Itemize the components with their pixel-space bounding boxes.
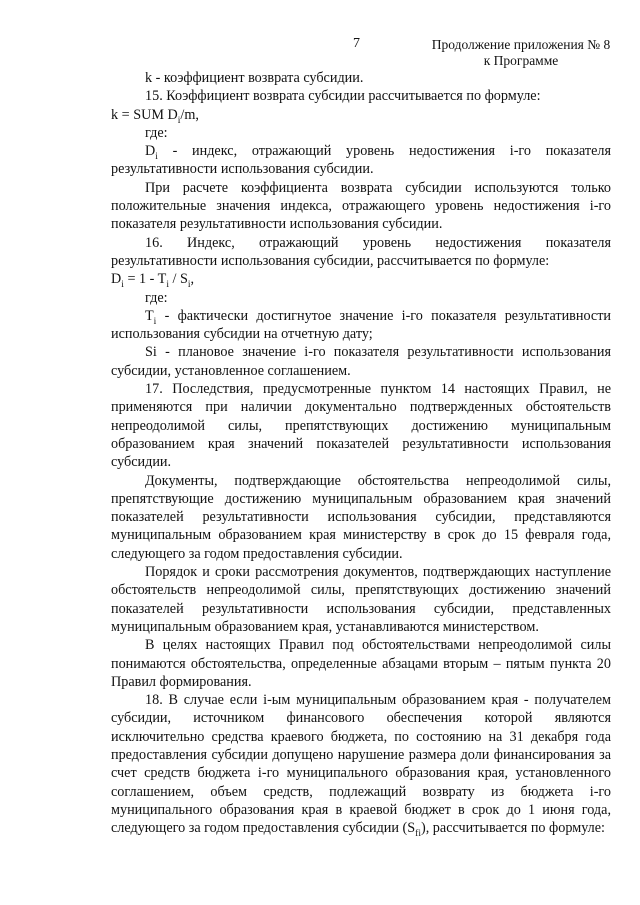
k-definition: k - коэффициент возврата субсидии. [145,70,364,86]
paragraph-order: Порядок и сроки рассмотрения документов, подтверждающих наступление обстоятельств непреодолимой силы, препятствующих достижению значений показателей результативности использования субсидии, представленных муниципальным образованием края, устанавливаются министерством. [111,564,611,635]
continuation-header [430,37,612,69]
formula-di-end: , [190,271,195,288]
ti-definition [111,307,611,344]
paragraph-documents: Документы, подтверждающие обстоятельства непреодолимой силы, препятствующие достижению муниципальным образованием края значений показателей результативности использования субсидии, представляются муниципальным образованием края министерству в срок до 15 февраля года, следующего за годом предоставления субсидии. [111,472,611,562]
formula-di-t-sub: i [166,280,169,291]
page-number: 7 [353,36,360,51]
paragraph-calc: При расчете коэффициента возврата субсидии используются только положительные значения индекса, отражающего уровень недостижения i-го показателя результативности использования субсидии. [111,179,611,233]
di-definition [111,142,611,179]
formula-k-rhs: /m, [180,106,199,123]
paragraph-18-end: ), рассчитывается по формуле: [420,820,605,837]
ti-text: - фактически достигнутое значение i-го показателя результативности использования субсидии на отчетную дату; [111,307,611,343]
paragraph-18 [111,691,611,837]
di-symbol: D [145,143,156,160]
formula-k-sub: i [177,115,181,126]
where-label-2: где: [145,289,168,306]
formula-k [111,106,611,124]
ti-subscript: i [153,316,157,327]
formula-di-mid: = 1 - T [123,271,167,288]
di-text: - индекс, отражающий уровень недостижения i-го показателя результативности использования субсидии. [111,143,611,178]
formula-di [111,270,611,291]
paragraph-18-subscript: fi [415,829,421,839]
paragraph-force-majeure: В целях настоящих Правил под обстоятельствами непреодолимой силы понимаются обстоятельства, определенные абзацами вторым – пятым пункта 20 Правил формирования. [111,637,611,690]
formula-di-s-sub: i [187,280,191,291]
formula-di-d-sub: i [121,280,124,291]
formula-di-slash: / S [168,271,188,288]
di-subscript: i [155,152,158,163]
formula-k-lhs: k = SUM D [111,106,178,123]
ti-symbol: T [145,307,154,324]
paragraph-18-text: 18. В случае если i-ым муниципальным образованием края - получателем субсидии, источником финансового обеспечения которой являются исключительно средства краевого бюджета, по состоянию на 31 декабря года предоставления субсидии допущено нарушение размера доли финансирования за счет средств бюджета i-го муниципального образования края, установленного соглашением, объем средств, подлежащий возврату из бюджета i-го муниципального образования края в краевой бюджет в срок до 1 июня года, следующего за годом предоставления субсидии (S [111,692,611,837]
paragraph-15: 15. Коэффициент возврата субсидии рассчитывается по формуле: [145,88,541,105]
where-label-1: где: [145,124,168,141]
continuation-line-1: Продолжение приложения № 8 [431,37,611,52]
paragraph-17: 17. Последствия, предусмотренные пунктом 14 настоящих Правил, не применяются при наличии документально подтвержденных обстоятельств непреодолимой силы, препятствующих достижению муниципальным образованием края значений показателей результативности использования субсидии. [111,381,611,471]
formula-di-d: D [111,271,122,288]
document-body [111,69,611,837]
si-definition: Si - плановое значение i-го показателя результативности использования субсидии, установленное соглашением. [111,344,611,379]
paragraph-16: 16. Индекс, отражающий уровень недостижения показателя результативности использования субсидии, рассчитывается по формуле: [111,234,611,269]
continuation-line-2: к Программе [483,53,559,68]
